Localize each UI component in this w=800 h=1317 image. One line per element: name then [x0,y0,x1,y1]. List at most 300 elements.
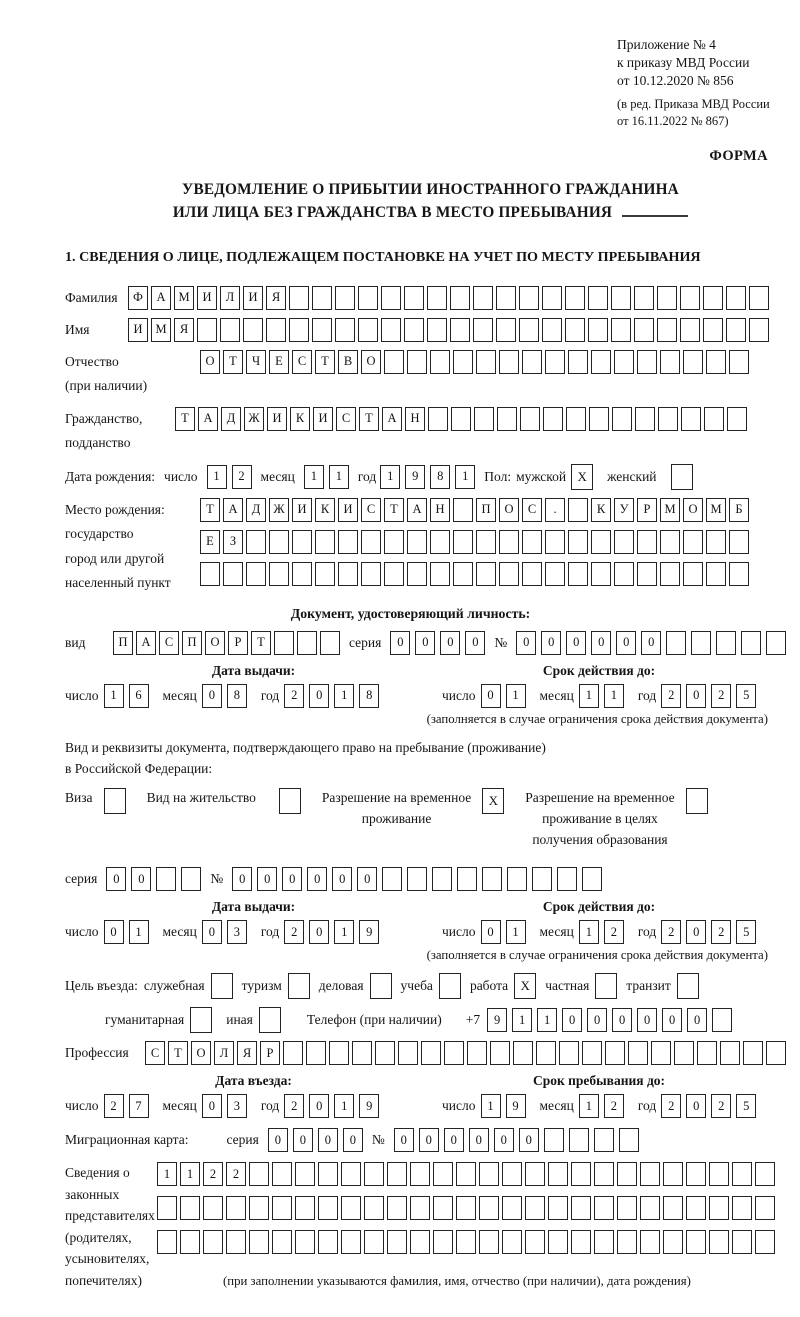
char-cell [364,1196,384,1220]
char-cell [295,1196,315,1220]
char-cell [427,318,447,342]
char-cell: 0 [307,867,327,891]
char-cell: 0 [612,1008,632,1032]
purpose-study-checkbox [439,973,461,999]
char-cell [545,350,565,374]
issue-date-heading: Дата выдачи: [211,662,296,678]
char-cell [476,350,496,374]
month-label: месяц [162,924,197,940]
migration-series-cells [268,1128,363,1152]
char-cell: И [313,407,333,431]
char-cell: Т [200,498,220,522]
char-cell [361,530,381,554]
char-cell [381,318,401,342]
validity-note: (заполняется в случае ограничения срока действия документа) [426,711,768,726]
char-cell [507,867,527,891]
char-cell: К [315,498,335,522]
char-cell [683,562,703,586]
month-label: месяц [260,468,295,484]
char-cell: 0 [104,920,124,944]
char-cell: Т [168,1041,188,1065]
char-cell: С [159,631,179,655]
citizenship-cells [175,407,747,431]
char-cell: Ф [128,286,148,310]
char-cell: 9 [487,1008,507,1032]
char-cell [358,318,378,342]
char-cell [404,286,424,310]
residence-doc-intro-line1: Вид и реквизиты документа, подтверждающего право на пребывание (проживание) [65,739,546,755]
char-cell [243,318,263,342]
appendix-line: от 10.12.2020 № 856 [617,73,734,89]
edu-permit-option [525,788,707,851]
char-cell [605,1041,625,1065]
char-cell: 1 [579,684,599,708]
purpose-study: учеба [401,973,461,999]
char-cell [297,631,317,655]
year-label: год [637,687,657,703]
char-cell: И [197,286,217,310]
char-cell [522,530,542,554]
char-cell: 1 [537,1008,557,1032]
char-cell: 0 [343,1128,363,1152]
char-cell [569,1128,589,1152]
char-cell [203,1196,223,1220]
residence-doc-options [65,788,796,851]
char-cell: Т [251,631,271,655]
char-cell: 1 [207,465,227,489]
form-title-line1: УВЕДОМЛЕНИЕ О ПРИБЫТИИ ИНОСТРАННОГО ГРАЖДАНИНА [182,180,679,198]
appendix-reference [617,36,796,130]
entry-date-heading: Дата въезда: [215,1073,292,1089]
char-cell [482,867,502,891]
identity-doc-dates-row [65,684,796,708]
char-cell: М [660,498,680,522]
char-cell: М [174,286,194,310]
day-label: число [65,687,99,703]
char-cell [519,286,539,310]
char-cell [266,318,286,342]
char-cell: . [545,498,565,522]
char-cell [502,1230,522,1254]
char-cell [387,1196,407,1220]
entry-day-cells [104,1094,149,1118]
char-cell [594,1230,614,1254]
char-cell: 1 [455,465,475,489]
char-cell [712,1008,732,1032]
char-cell: 0 [282,867,302,891]
char-cell: А [223,498,243,522]
char-cell [732,1230,752,1254]
char-cell [318,1162,338,1186]
char-cell [611,286,631,310]
char-cell [407,562,427,586]
char-cell [320,631,340,655]
char-cell [568,498,588,522]
char-cell: 1 [129,920,149,944]
section1-heading: 1. СВЕДЕНИЯ О ЛИЦЕ, ПОДЛЕЖАЩЕМ ПОСТАНОВКЕ НА УЧЕТ ПО МЕСТУ ПРЕБЫВАНИЯ [65,248,701,265]
phone-label: Телефон (при наличии) [306,1012,442,1028]
char-cell: Я [174,318,194,342]
char-cell [361,562,381,586]
char-cell [663,1230,683,1254]
temp-permit-checkbox: X [482,788,504,814]
char-cell: 0 [309,684,329,708]
char-cell: 1 [334,1094,354,1118]
char-cell [197,318,217,342]
char-cell [566,407,586,431]
purpose-business-checkbox [370,973,392,999]
char-cell [525,1162,545,1186]
char-cell [246,530,266,554]
month-label: месяц [162,1098,197,1114]
doc-number-cells [516,631,786,655]
residence-doc-intro [65,737,796,781]
char-cell: 9 [359,1094,379,1118]
issue-day-cells [104,684,149,708]
purpose-private: частная [545,973,617,999]
char-cell [686,1230,706,1254]
char-cell [543,407,563,431]
char-cell: 0 [637,1008,657,1032]
birth-month-cells [304,465,349,489]
char-cell [706,562,726,586]
char-cell: 1 [512,1008,532,1032]
char-cell: 0 [587,1008,607,1032]
doc-kind-cells [113,631,340,655]
char-cell [318,1230,338,1254]
profession-row [65,1041,796,1065]
char-cell: Н [405,407,425,431]
char-cell: П [476,498,496,522]
char-cell: 0 [444,1128,464,1152]
stay-month-cells [579,1094,624,1118]
char-cell: А [382,407,402,431]
char-cell [453,530,473,554]
char-cell [283,1041,303,1065]
char-cell: 2 [203,1162,223,1186]
char-cell: 0 [131,867,151,891]
char-cell [398,1041,418,1065]
char-cell: 0 [465,631,485,655]
char-cell [548,1230,568,1254]
char-cell [651,1041,671,1065]
char-cell [729,530,749,554]
patronymic-label: Отчество [65,353,119,369]
char-cell [755,1162,775,1186]
char-cell [634,318,654,342]
char-cell [588,318,608,342]
issue-day-cells [104,920,149,944]
char-cell [565,286,585,310]
char-cell [513,1041,533,1065]
char-cell: 0 [415,631,435,655]
residence-series-cells [106,867,201,891]
char-cell [683,350,703,374]
char-cell [704,407,724,431]
char-cell [220,318,240,342]
representatives-cells-row2 [157,1196,775,1220]
char-cell [467,1041,487,1065]
char-cell [341,1230,361,1254]
char-cell [614,530,634,554]
char-cell [364,1230,384,1254]
char-cell [557,867,577,891]
char-cell [476,562,496,586]
char-cell: И [338,498,358,522]
char-cell [536,1041,556,1065]
profession-cells [145,1041,786,1065]
char-cell [387,1230,407,1254]
purpose-work-checkbox: X [514,973,536,999]
char-cell: 0 [662,1008,682,1032]
char-cell [548,1162,568,1186]
char-cell [246,562,266,586]
char-cell [674,1041,694,1065]
char-cell [474,407,494,431]
char-cell: 2 [711,1094,731,1118]
entry-year-cells [284,1094,379,1118]
char-cell [384,530,404,554]
char-cell [410,1162,430,1186]
year-label: год [637,1098,657,1114]
citizenship-row [65,407,796,456]
validity-note: (заполняется в случае ограничения срока действия документа) [426,948,768,963]
representatives-cells-row3 [157,1230,775,1254]
char-cell: 0 [293,1128,313,1152]
identity-issue-date [65,684,442,708]
temp-permit-label: Разрешение на временное проживание [321,790,472,827]
char-cell: 9 [506,1094,526,1118]
char-cell: 0 [516,631,536,655]
char-cell [421,1041,441,1065]
char-cell: П [113,631,133,655]
name-row [65,318,796,342]
visa-option [65,788,126,814]
appendix-line: к приказу МВД России [617,55,750,71]
char-cell [156,867,176,891]
char-cell: 0 [566,631,586,655]
char-cell [496,286,516,310]
char-cell [522,562,542,586]
char-cell: 1 [481,1094,501,1118]
char-cell [272,1230,292,1254]
phone-prefix: +7 [465,1012,481,1028]
residence-doc-dates-row [65,920,796,944]
char-cell: С [145,1041,165,1065]
year-label: год [637,924,657,940]
char-cell [226,1196,246,1220]
char-cell: 5 [736,1094,756,1118]
char-cell [272,1196,292,1220]
char-cell: 2 [284,920,304,944]
entry-purpose-label: Цель въезда: [65,978,138,994]
char-cell [591,530,611,554]
char-cell [741,631,761,655]
char-cell [582,867,602,891]
month-label: месяц [539,924,574,940]
char-cell: И [267,407,287,431]
representatives-label-line: представителях [65,1208,155,1224]
issue-month-cells [202,684,247,708]
birth-place-label: Место рождения: [65,501,165,517]
char-cell [681,407,701,431]
char-cell [617,1196,637,1220]
visa-label: Виза [65,790,93,806]
char-cell [755,1230,775,1254]
valid-day-cells [481,920,526,944]
stay-until-heading: Срок пребывания до: [532,1073,666,1089]
char-cell [329,1041,349,1065]
purpose-tourism-checkbox [288,973,310,999]
edit-reference-line: от 16.11.2022 № 867) [617,113,729,128]
char-cell [545,530,565,554]
char-cell [619,1128,639,1152]
char-cell [640,1230,660,1254]
char-cell [433,1196,453,1220]
char-cell [338,530,358,554]
char-cell [571,1196,591,1220]
char-cell: 0 [268,1128,288,1152]
doc-series-cells [390,631,485,655]
issue-month-cells [202,920,247,944]
valid-day-cells [481,684,526,708]
day-label: число [442,1098,476,1114]
char-cell [519,318,539,342]
entry-purpose-row2 [105,1007,796,1033]
char-cell: 0 [309,920,329,944]
char-cell: И [292,498,312,522]
char-cell [709,1162,729,1186]
char-cell: 1 [380,465,400,489]
char-cell [716,631,736,655]
char-cell: И [243,286,263,310]
char-cell [637,530,657,554]
char-cell [341,1162,361,1186]
entry-date-headings [65,1073,796,1089]
char-cell [766,631,786,655]
char-cell [457,867,477,891]
representatives-cells-row1 [157,1162,775,1186]
purpose-tourism: туризм [242,973,310,999]
char-cell: С [522,498,542,522]
valid-until-heading: Срок действия до: [542,662,656,678]
char-cell [427,286,447,310]
birth-place-city-label: город или другой [65,550,165,566]
char-cell: Я [266,286,286,310]
char-cell [749,286,769,310]
edu-permit-checkbox [686,788,708,814]
char-cell [249,1196,269,1220]
char-cell [729,350,749,374]
birth-place-state-label: государство [65,526,134,542]
char-cell: 2 [661,920,681,944]
char-cell [743,1041,763,1065]
char-cell [637,350,657,374]
month-label: месяц [539,687,574,703]
residence-doc-intro-line2: в Российской Федерации: [65,761,213,777]
surname-row [65,286,796,310]
char-cell [611,318,631,342]
char-cell: А [151,286,171,310]
char-cell: Л [214,1041,234,1065]
migration-card-row [65,1128,796,1152]
migration-number-label: № [371,1132,385,1148]
char-cell: 0 [686,920,706,944]
valid-year-cells [661,920,756,944]
char-cell: 0 [318,1128,338,1152]
residence-number-cells [232,867,602,891]
purpose-other-checkbox [259,1007,281,1033]
entry-date [65,1094,442,1118]
identity-doc-date-headings [65,663,796,679]
char-cell [497,407,517,431]
migration-card-label: Миграционная карта: [65,1132,189,1148]
char-cell [571,1230,591,1254]
day-label: число [65,924,99,940]
sex-female-label: женский [607,468,657,484]
day-label: число [442,924,476,940]
char-cell [634,286,654,310]
visa-checkbox [104,788,126,814]
stay-year-cells [661,1094,756,1118]
char-cell [726,318,746,342]
char-cell: Т [384,498,404,522]
char-cell: 2 [104,1094,124,1118]
migration-series-label: серия [226,1132,259,1148]
char-cell [663,1162,683,1186]
char-cell [499,530,519,554]
char-cell: 1 [506,920,526,944]
char-cell: Я [237,1041,257,1065]
purpose-humanitarian: гуманитарная [105,1007,212,1033]
char-cell [410,1196,430,1220]
char-cell [749,318,769,342]
char-cell [703,286,723,310]
char-cell [594,1196,614,1220]
sex-female-checkbox [671,464,693,490]
issue-year-cells [284,684,379,708]
birth-place-block [65,498,796,596]
char-cell [660,530,680,554]
char-cell [269,562,289,586]
temp-permit-option [322,788,504,830]
char-cell [274,631,294,655]
char-cell [499,562,519,586]
char-cell: Т [223,350,243,374]
char-cell: 8 [359,684,379,708]
char-cell: 0 [419,1128,439,1152]
char-cell [522,350,542,374]
char-cell: 0 [641,631,661,655]
char-cell: 0 [357,867,377,891]
char-cell [456,1230,476,1254]
char-cell: 8 [430,465,450,489]
year-label: год [260,924,280,940]
char-cell [709,1196,729,1220]
char-cell [640,1162,660,1186]
char-cell [289,286,309,310]
char-cell: Е [269,350,289,374]
char-cell [658,407,678,431]
char-cell: 1 [104,684,124,708]
char-cell: 1 [304,465,324,489]
char-cell: 0 [494,1128,514,1152]
purpose-work: работа X [470,973,536,999]
char-cell [660,562,680,586]
char-cell [544,1128,564,1152]
char-cell: 1 [506,684,526,708]
char-cell [680,318,700,342]
